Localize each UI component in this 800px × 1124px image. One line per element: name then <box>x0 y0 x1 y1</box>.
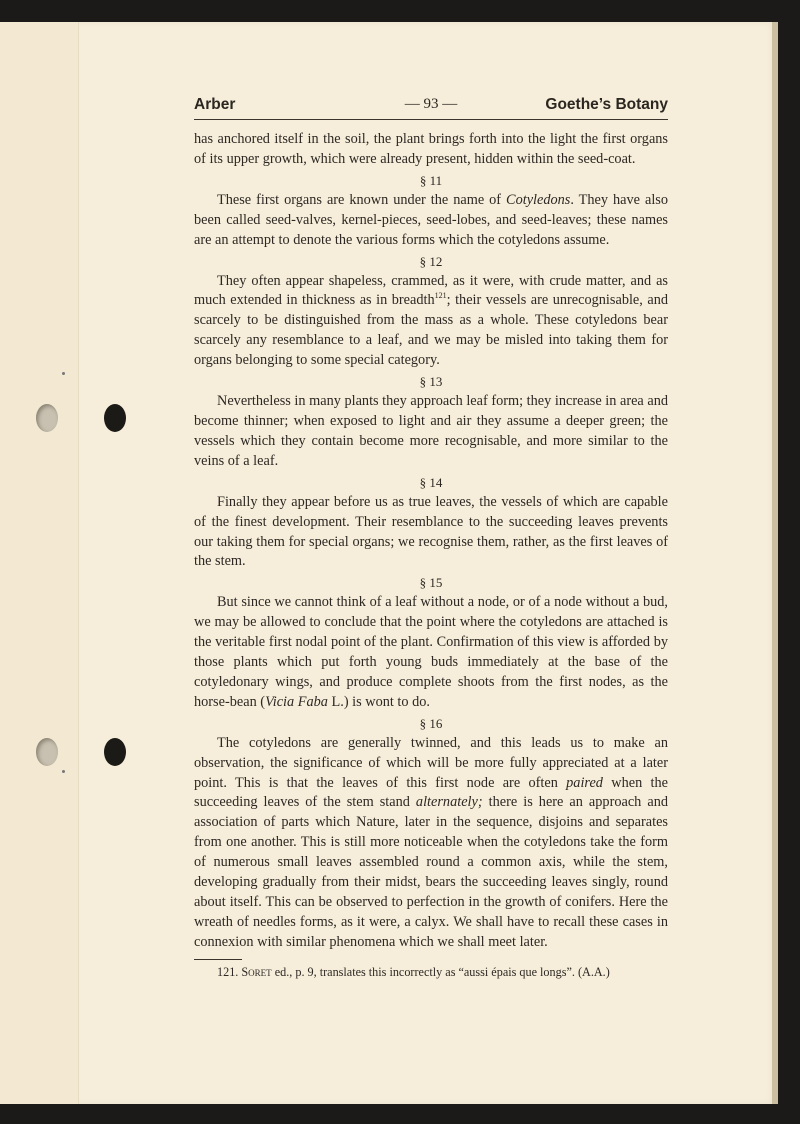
footnote-ref: 121 <box>434 291 447 301</box>
punch-hole-left-lower <box>36 738 58 766</box>
paragraph-16: The cotyledons are generally twinned, and this leads us to make an observation, the significance of which will be more fully appreciated at a later point. This is that the leaves of this first node are often paired when the succeeding leaves of the stem stand alternately; there is here an approach and association of parts which Nature, later in the sequence, disjoins and separates from one another. This is still more noticeable when the cotyledons take the form of numerous small leaves assembled round a common axis, while the stem, developing gradually from their midst, bears the succeeding leaves singly, round about itself. This can be observed to perfection in the growth of conifers. Here the wreath of needles forms, as it were, a calyx. We shall have to recall these cases in connexion with similar phenomena which we shall meet later. <box>194 734 668 950</box>
paragraph-13: Nevertheless in many plants they approach leaf form; they increase in area and become thinner; when exposed to light and air they assume a deeper green; the vessels which they contain become more recognisable, and more similar to the veins of a leaf. <box>194 393 668 469</box>
page-edge <box>772 22 778 1104</box>
section-heading-16: § 16 <box>419 715 443 731</box>
paragraph-15: But since we cannot think of a leaf without a node, or of a node without a bud, we may be allowed to conclude that the point where the cotyledons are attached is the veritable first nodal point of the plant. Confirmation of this view is afforded by those plants which put forth young buds immediately at the base of the cotyledonary wings, and produce complete shoots from the first nodes, as the horse-bean (Vicia Faba L.) is wont to do. <box>194 594 668 710</box>
paper-speck <box>62 770 65 773</box>
header-author: Arber <box>194 96 236 113</box>
page-gutter <box>0 22 79 1104</box>
main-text <box>194 130 668 981</box>
section-heading-11: § 11 <box>419 172 443 188</box>
paragraph-continued: has anchored itself in the soil, the plant brings forth into the light the first organs of its upper growth, which were already present, hidden within the seed-coat. <box>194 131 668 167</box>
header-rule <box>194 119 668 120</box>
footnote-121: 121. Soret ed., p. 9, translates this incorrectly as “aussi épais que longs”. (A.A.) <box>217 964 610 979</box>
paragraph-11: These first organs are known under the name of Cotyledons. They have also been called seed-valves, kernel-pieces, seed-lobes, and seed-leaves; these names are an attempt to denote the various forms which the cotyledons assume. <box>194 191 668 248</box>
punch-hole-right-upper <box>104 404 126 432</box>
section-heading-15: § 15 <box>419 575 443 591</box>
running-header <box>194 96 668 118</box>
section-heading-12: § 12 <box>419 253 443 269</box>
paragraph-14: Finally they appear before us as true leaves, the vessels of which are capable of the finest development. Their resemblance to the succeeding leaves prevents our taking them for special organs; we recognise them, rather, as the first leaves of the stem. <box>194 493 668 570</box>
section-heading-13: § 13 <box>419 374 443 390</box>
footnote-rule <box>194 959 242 960</box>
section-heading-14: § 14 <box>419 474 443 490</box>
paper-speck <box>62 372 65 375</box>
page-number: — 93 — <box>404 96 458 112</box>
punch-hole-right-lower <box>104 738 126 766</box>
punch-hole-left-upper <box>36 404 58 432</box>
header-title: Goethe’s Botany <box>545 96 668 113</box>
paragraph-12: They often appear shapeless, crammed, as it were, with crude matter, and as much extended in thickness as in breadth$^{121}$; their vessels are unrecognisable, and scarcely to be distinguished from the mass as a whole. These cotyledons bear scarcely any resemblance to a leaf, and we may be misled into taking them for organs belonging to some special category. <box>194 272 668 369</box>
